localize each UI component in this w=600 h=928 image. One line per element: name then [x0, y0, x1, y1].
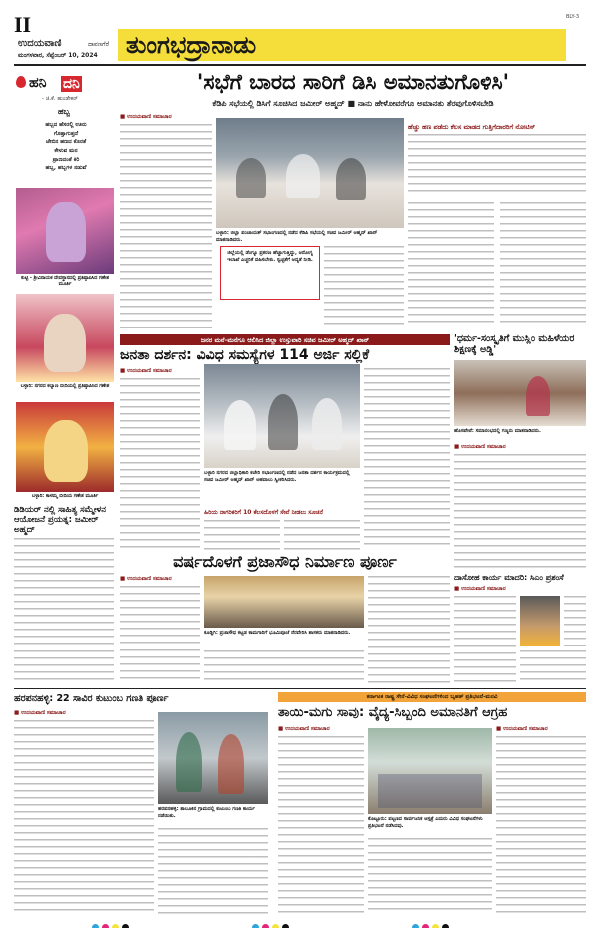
masthead	[0, 0, 600, 66]
janata-story	[120, 334, 450, 552]
registration-dot	[442, 924, 449, 928]
dasoha-body-col3	[564, 596, 586, 646]
brand-a: ಹನಿ	[29, 75, 47, 91]
lead-sidebar-head: ಹೆಚ್ಚು ಹಣ ಪಡೆದು ಕೆಲಸ ಮಾಡದ ಗುತ್ತಿಗೆದಾರರಿಗೆ ನೋಟಿಸ್	[408, 123, 536, 131]
janata-body-col3	[284, 520, 360, 550]
byline: ■ ಉದಯವಾಣಿ ಸಮಾಚಾರ	[120, 576, 172, 582]
bottom-body-col1	[278, 736, 364, 914]
byline: ■ ಉದಯವಾಣಿ ಸಮಾಚಾರ	[120, 368, 172, 374]
ganesha-photo-1	[16, 188, 114, 274]
story-headline: ಡಿಡಿಯರ್ ನಲ್ಲಿ ಸಾಹಿತ್ಯ ಸಮ್ಮೇಳನ ಆಯೋಜನೆ ಪ್ರಯತ್ನ: ಜಮೀರ್ ಅಹ್ಮದ್	[14, 505, 107, 535]
poem-line: ಜೇಬಿನ ಹಣದ ಕೊರತೆ	[45, 139, 87, 146]
harapanahalli-body	[14, 720, 154, 914]
ganesha-photo-2	[16, 294, 114, 382]
dasoha-photo	[520, 596, 560, 646]
registration-marks	[92, 916, 512, 924]
photo-caption: ಕುಟ್ಟಿ - ಶ್ರೀವಿನಾಯಕ ದೇವಸ್ಥಾನದಲ್ಲಿ ಪ್ರತಿಷ್ಠಾಪಿಸಿದ ಗಣೇಶ ಮೂರ್ತಿ	[21, 276, 109, 288]
registration-dot	[432, 924, 439, 928]
harapanahalli-headline: ಹರಪನಹಳ್ಳಿ: 22 ಸಾವಿರ ಕುಟುಂಬ ಗಣತಿ ಪೂರ್ಣ	[14, 693, 169, 704]
varsha-body-col1	[120, 586, 200, 684]
lead-subhead: ಕೆಡಿಪಿ ಸಭೆಯಲ್ಲಿ ಡಿಸಿಗೆ ಸೂಚಿಸಿದ ಜಮೀರ್ ಅಹ್ಮದ್ ■ ನಾನು ಹೇಳೋವರೆಗೂ ಅಮಾನತು ತೆರವುಗೊಳಿಸಬೇಡಿ	[212, 99, 494, 108]
dasoha-headline: ದಾಸೋಹ ಕಾರ್ಯ ಮಾದರಿ: ಸಿಎಂ ಪ್ರಶಂಸೆ	[454, 573, 564, 582]
lead-body-col1	[120, 124, 212, 328]
janata-headline: ಜನತಾ ದರ್ಶನ: ವಿವಿಧ ಸಮಸ್ಯೆಗಳ 114 ಅರ್ಜಿ ಸಲ್ಲಿಕೆ	[120, 347, 370, 363]
dharma-story	[454, 334, 586, 570]
ganesha-photo-3	[16, 402, 114, 492]
photo-caption: ಬಳ್ಳಾರಿ: ನಗರದ ಕಲ್ಯಾಣ ಬೀದಿಯಲ್ಲಿ ಪ್ರತಿಷ್ಠಾಪಿಸಿದ ಗಣೇಶ	[20, 384, 110, 389]
poem-line: ಗೊತ್ತಾಗುತ್ತದೆ	[53, 130, 79, 137]
harapanahalli-photo-caption: ಹರಪನಹಳ್ಳಿ: ತಾಲೂಕಿನ ಗ್ರಾಮದಲ್ಲಿ ಕುಟುಂಬ ಗಣತಿ ಕಾರ್ಯ ನಡೆಯಿತು.	[158, 806, 255, 819]
section-banner	[118, 29, 566, 61]
hanidani-logo	[14, 74, 114, 92]
bottom-body-col2	[368, 838, 492, 914]
byline: ■ ಉದಯವಾಣಿ ಸಮಾಚಾರ	[120, 114, 172, 120]
byline: ■ ಉದಯವಾಣಿ ಸಮಾಚಾರ	[496, 726, 548, 732]
varsha-story	[120, 554, 450, 684]
issue-date: ಮಂಗಳವಾರ, ಸೆಪ್ಟೆಂಬರ್ 10, 2024	[18, 52, 98, 59]
registration-dot	[282, 924, 289, 928]
protest-photo	[368, 728, 492, 814]
janata-body-col2	[204, 520, 280, 550]
left-column	[14, 68, 116, 684]
byline: ■ ಉದಯವಾಣಿ ಸಮಾಚಾರ	[454, 586, 506, 592]
poem-line: ಹಬ್ಬ, ಹಬ್ಬಗಳ ನಡುವೆ	[45, 165, 87, 172]
bottom-body-col3	[496, 736, 586, 914]
registration-dot	[412, 924, 419, 928]
masthead-rule	[14, 64, 586, 66]
registration-dot	[252, 924, 259, 928]
bottom-kicker-bar	[278, 692, 586, 702]
paper-name: ಉದಯವಾಣಿ	[18, 38, 62, 49]
varsha-photo-caption: ಕೂಡ್ಲಿಗಿ: ಪ್ರಜಾಸೌಧ ಕಟ್ಟಡ ಕಾಮಗಾರಿಗೆ ಭೂಮಿಪೂಜೆ ನೆರವೇರಿಸಿ ಶಾಸಕರು ಮಾತನಾಡಿದರು.	[204, 630, 351, 636]
varsha-photo	[204, 576, 364, 628]
bottom-rule	[14, 688, 586, 689]
edition-label: ದಾವಣಗೆರೆ	[88, 41, 110, 48]
janata-subhead: ಹಿರಿಯ ನಾಗರಿಕರಿಗೆ 10 ಕೆಲಸದೊಳಗೆ ಸೇವೆ ನೀಡಲು ಸೂಚನೆ	[204, 509, 323, 516]
harapanahalli-body-col2	[158, 828, 268, 914]
poem-title: ಹಬ್ಬ	[58, 107, 70, 116]
janata-photo	[204, 364, 360, 468]
quote-text: ಜಿಲ್ಲೆಯಲ್ಲಿ ಡೆಂಗ್ಯೂ ಪ್ರಕರಣ ಹೆಚ್ಚಾಗುತ್ತಿದ್ದು, ಆರೋಗ್ಯ ಇಲಾಖೆ ಎಚ್ಚರಿಕೆ ವಹಿಸಬೇಕು. ಸ್ವಚ್ಛತೆಗೆ ಆದ್ಯತೆ ನೀಡಿ.	[227, 250, 313, 264]
byline: ■ ಉದಯವಾಣಿ ಸಮಾಚಾರ	[278, 726, 330, 732]
lead-photo-caption: ಬಳ್ಳಾರಿ: ಜಿಲ್ಲಾ ಪಂಚಾಯತ್ ಸಭಾಂಗಣದಲ್ಲಿ ನಡೆದ ಕೆಡಿಪಿ ಸಭೆಯಲ್ಲಿ ಸಚಿವ ಜಮೀರ್ ಅಹ್ಮದ್ ಖಾನ್ ಮಾತನಾಡಿದರು.	[216, 230, 378, 243]
bottom-headline: ತಾಯಿ-ಮಗು ಸಾವು: ವೈದ್ಯ-ಸಿಬ್ಬಂದಿ ಅಮಾನತಿಗೆ ಆಗ್ರಹ	[278, 705, 508, 720]
varsha-headline: ವರ್ಷದೊಳಗೆ ಪ್ರಜಾಸೌಧ ನಿರ್ಮಾಣ ಪೂರ್ಣ	[173, 552, 397, 571]
poem-line: ಪ್ರಾಣದಂತೆ ಕಿರಿ	[52, 156, 80, 163]
registration-dot	[102, 924, 109, 928]
janata-body-col1	[120, 378, 200, 550]
registration-dot	[92, 924, 99, 928]
dharma-headline: 'ಧರ್ಮ-ಸಂಸ್ಕೃತಿಗೆ ಮುಸ್ಲಿಂ ಮಹಿಳೆಯರ ಶಿಕ್ಷಣಕ್ಕೆ ಅಡ್ಡಿ'	[454, 333, 575, 355]
registration-dot	[112, 924, 119, 928]
kicker-bar	[120, 334, 450, 345]
poem-lines	[18, 121, 114, 173]
varsha-body-col2	[204, 650, 364, 684]
kicker-text: ಕರ್ನಾಟಕ ರಾಷ್ಟ್ರ ಸೇನೆ-ವಿವಿಧ ಸಂಘಟನೆಗಳಿಂದ ಬೃಹತ್ ಪ್ರತಿಭಟನೆ-ಮನವಿ	[366, 694, 498, 700]
byline: ■ ಉದಯವಾಣಿ ಸಮಾಚಾರ	[454, 444, 506, 450]
brand-b: ದನಿ	[63, 76, 80, 92]
dasoha-story	[454, 574, 586, 684]
quote-box	[220, 246, 320, 300]
lead-body-col3	[408, 202, 494, 328]
lead-body-col2	[324, 246, 404, 328]
poem-line: ಕೇಳುವ ಮನ	[54, 147, 78, 154]
dasoha-body-col2	[520, 650, 586, 684]
dharma-photo-caption: ಹೊಸಪೇಟೆ: ಸಮಾರಂಭದಲ್ಲಿ ಗಣ್ಯರು ಮಾತನಾಡಿದರು.	[454, 428, 541, 434]
drop-icon	[16, 76, 26, 88]
dasoha-body-col1	[454, 596, 516, 684]
registration-dot	[122, 924, 129, 928]
dharma-photo	[454, 360, 586, 426]
registration-dot	[262, 924, 269, 928]
harapanahalli-story	[14, 692, 169, 914]
poem-line: ಹಬ್ಬದ ಹೆಸರಲ್ಲಿ ಊರು	[45, 122, 87, 128]
photo-caption: ಬಳ್ಳಾರಿ: ಕಾಳಮ್ಮ ಬೀದಿಯ ಗಣೇಶ ಮೂರ್ತಿ	[31, 494, 99, 499]
lead-body-col4	[500, 202, 586, 328]
lead-sidebar-body	[408, 134, 586, 196]
registration-dot	[422, 924, 429, 928]
lead-story	[120, 68, 586, 332]
janata-body-col4	[364, 368, 450, 550]
page-number: II	[14, 12, 32, 37]
janata-photo-caption: ಬಳ್ಳಾರಿ ನಗರದ ಜಿಲ್ಲಾಧಿಕಾರಿ ಕಚೇರಿ ಸಭಾಂಗಣದಲ್ಲಿ ನಡೆದ ಜನತಾ ದರ್ಶನ ಕಾರ್ಯಕ್ರಮದಲ್ಲಿ ಸಚಿವ ಜಮೀರ್ ಅಹ್ಮದ್ ಖಾನ್ ಅಹವಾಲು ಸ್ವೀಕರಿಸಿದರು.	[204, 470, 350, 483]
dharma-body	[454, 454, 586, 570]
lead-headline: 'ಸಭೆಗೆ ಬಾರದ ಸಾರಿಗೆ ಡಿಸಿ ಅಮಾನತುಗೊಳಿಸಿ'	[196, 70, 510, 94]
varsha-body-col3	[368, 576, 450, 684]
section-title: ತುಂಗಭದ್ರಾನಾಡು	[126, 31, 257, 59]
poem-author: - ಜಿ.ಕೆ. ಹುಂಡೇಕರ್	[42, 96, 78, 102]
kicker-text: ಜನರ ಮನೆ-ಮನೆಗೂ ಆಲಿಸಿದ ಜಿಲ್ಲಾ ಉಸ್ತುವಾರಿ ಸಚಿವ ಜಮೀರ್ ಅಹ್ಮದ್ ಖಾನ್	[200, 336, 370, 344]
harapanahalli-photo	[158, 712, 268, 804]
registration-dot	[272, 924, 279, 928]
protest-photo-caption: ಕೊಟ್ಟೂರು: ಪಟ್ಟಣದ ಸಾರ್ವಜನಿಕ ಆಸ್ಪತ್ರೆ ಎದುರು ವಿವಿಧ ಸಂಘಟನೆಗಳು ಪ್ರತಿಭಟನೆ ನಡೆಸಿದವು.	[368, 816, 483, 829]
page-code: BLY-3	[566, 14, 579, 20]
byline: ■ ಉದಯವಾಣಿ ಸಮಾಚಾರ	[14, 710, 66, 716]
lead-photo	[216, 118, 404, 228]
story-body	[14, 538, 114, 682]
